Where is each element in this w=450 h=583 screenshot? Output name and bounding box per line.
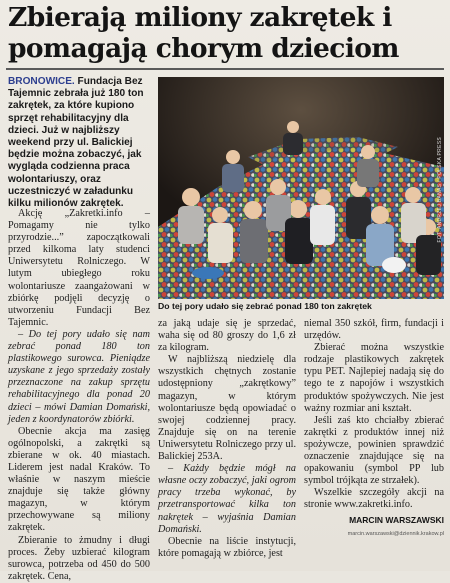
paragraph: Akcję „Zakretki.info – Pomagamy nie tylko przyrodzie...” zapoczątkowali przed kilkoma laty studenci Uniwersytetu Rolniczego. W lutym ubiegłego roku wolontariusze zaangażowani w zbiórkę podjęli decyzję o utworzeniu Fundacji Bez Tajemnic. (8, 208, 150, 328)
article-column-2 (158, 318, 296, 560)
photo-credit: FOT. ANDRZEJ BANAS / POLSKA PRESS (437, 137, 443, 243)
paragraph: – Do tej pory udało się nam zebrać ponad 180 ton plastikowego surowca. Pieniądze uzyskane z jego sprzedaży zostały przeznaczone na zakup sprzętu rehabilitacyjnego dla ponad 20 dzieci – mówi Damian Domański, jeden z koordynatorów zbiórki. (8, 328, 150, 425)
article-headline: Zbierają miliony zakrętek i pomagają chorym dzieciom (8, 2, 399, 64)
volunteers-photo-illustration (158, 77, 444, 299)
author-email: marcin.warszawski@dziennik.krakow.pl (347, 530, 444, 537)
paragraph: Obecnie na liście instytucji, które pomagają w zbiórce, jest (158, 535, 296, 559)
paragraph: za jaką udaje się je sprzedać, waha się od 80 groszy do 1,6 zł za kilogram. (158, 318, 296, 354)
paragraph: niemal 350 szkół, firm, fundacji i urzędów. (304, 318, 444, 342)
article-column-1 (8, 208, 150, 583)
lead-city: BRONOWICE. (8, 76, 75, 87)
lead-text: Fundacja Bez Tajemnic zebrała już 180 ton zakrętek, za które kupiono sprzęt rehabilitacyjny dla dzieci. Już w najbliższy weekend przy ul. Balickiej będzie można zobaczyć, jak wygląda codzienna praca wolontariuszy, oraz uczestniczyć w załadunku kilku milionów zakrętek. (8, 76, 144, 210)
paragraph: Obecnie akcja ma zasięg ogólnopolski, a zakrętki są zbierane w ok. 40 miastach. Liderem jest nadal Kraków. To właśnie w naszym mieście znajduje się także główny magazyn, w którym przechowywane są miliony zakrętek. (8, 425, 150, 534)
photo-caption: Do tej pory udało się zebrać ponad 180 ton zakrętek (158, 301, 372, 311)
article-photo (158, 77, 444, 299)
paragraph: Wszelkie szczegóły akcji na stronie www.zakretki.info. (304, 487, 444, 511)
paragraph: – Każdy będzie mógł na własne oczy zobaczyć, jaki ogrom pracy trzeba wykonać, by przetransportować kilka ton nakrętek – wyjaśnia Damian Domański. (158, 463, 296, 535)
paragraph: Zbieranie to żmudny i długi proces. Żeby uzbierać kilogram surowca, potrzeba od 450 do 500 zakrętek. Cena, (8, 534, 150, 582)
paragraph: Zbierać można wszystkie rodzaje plastikowych zakrętek typu PET. Najlepiej nadają się do tego te z napojów i wszystkich produktów spożywczych. Nie jest ważny rozmiar ani kształt. (304, 342, 444, 414)
paragraph: Jeśli zaś kto chciałby zbierać zakrętki z produktów innej niż spożywcze, powinien sprawdzić oznaczenie znajdujące się na opakowaniu (symbol PP lub symbol trójkąta ze strzałek). (304, 414, 444, 487)
article-lead (8, 76, 158, 210)
headline-divider (6, 68, 444, 70)
article-column-3 (304, 318, 444, 540)
author-signature: MARCIN WARSZAWSKI (349, 514, 444, 525)
paragraph: W najbliższą niedzielę dla wszystkich chętnych zostanie udostępniony „zakrętkowy” magazyn, w którym wolontariusze będą opowiadać o swojej codziennej pracy. Znajduje się on na terenie Uniwersytetu Rolniczego przy ul. Balickiej 253A. (158, 354, 296, 463)
